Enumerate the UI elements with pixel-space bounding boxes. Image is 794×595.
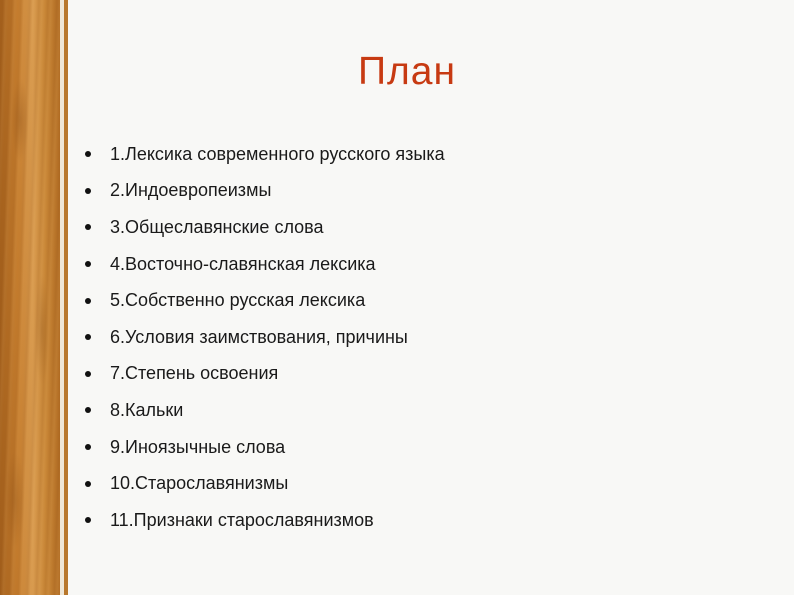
list-item-text: 8.Кальки	[110, 399, 184, 420]
list-item-text: 7.Степень освоения	[110, 363, 279, 384]
list-item-text: 2.Индоевропеизмы	[110, 180, 272, 201]
list-item	[80, 356, 445, 393]
bullet-dot-icon	[85, 334, 91, 340]
bullet-dot-icon	[85, 407, 91, 413]
list-item-text: 1.Лексика современного русского языка	[110, 143, 445, 164]
list-item	[80, 429, 445, 466]
plan-list	[80, 136, 445, 539]
list-item	[80, 173, 445, 210]
list-item-text: 4.Восточно-славянская лексика	[110, 253, 376, 274]
wood-grain-decoration	[0, 0, 60, 595]
list-item	[80, 319, 445, 356]
list-item	[80, 136, 445, 173]
slide-title: План	[358, 50, 457, 93]
bullet-dot-icon	[85, 224, 91, 230]
bullet-dot-icon	[85, 298, 91, 304]
bullet-dot-icon	[85, 444, 91, 450]
bullet-dot-icon	[85, 371, 91, 377]
list-item	[80, 282, 445, 319]
list-item	[80, 465, 445, 502]
list-item	[80, 246, 445, 283]
list-item-text: 3.Общеславянские слова	[110, 216, 324, 237]
bullet-dot-icon	[85, 517, 91, 523]
list-item	[80, 209, 445, 246]
bullet-dot-icon	[85, 151, 91, 157]
slide-content	[68, 0, 794, 595]
list-item	[80, 392, 445, 429]
list-item-text: 6.Условия заимствования, причины	[110, 326, 408, 347]
bullet-dot-icon	[85, 481, 91, 487]
list-item	[80, 502, 445, 539]
wood-border-decoration	[0, 0, 60, 595]
list-item-text: 5.Собственно русская лексика	[110, 290, 366, 311]
list-item-text: 10.Старославянизмы	[110, 473, 289, 494]
list-item-text: 9.Иноязычные слова	[110, 436, 286, 457]
bullet-dot-icon	[85, 261, 91, 267]
list-item-text: 11.Признаки старославянизмов	[110, 509, 374, 530]
bullet-dot-icon	[85, 188, 91, 194]
